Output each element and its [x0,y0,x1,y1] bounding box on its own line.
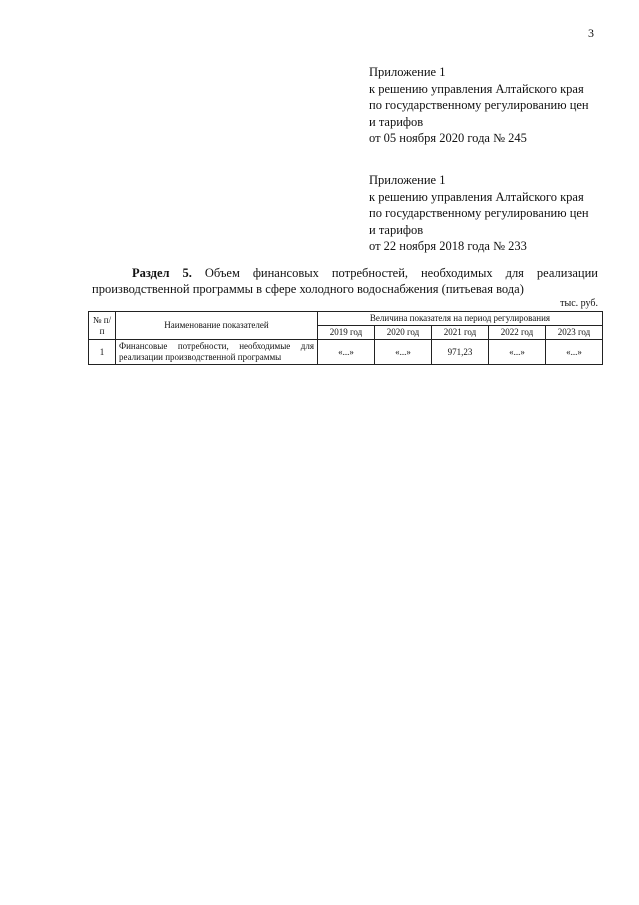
header-year: 2021 год [432,326,489,340]
appendix-line: от 05 ноября 2020 года № 245 [369,131,527,145]
table-row [89,340,603,365]
appendix-line: и тарифов [369,222,424,237]
row-value: 971,23 [432,340,489,365]
section-heading [92,266,598,297]
header-period-group: Величина показателя на период регулирования [318,312,603,326]
appendix-line: по государственному регулированию цен [369,98,589,112]
units-label: тыс. руб. [560,298,598,309]
header-year: 2019 год [318,326,375,340]
appendix-previous [369,172,631,255]
row-num: 1 [89,340,116,365]
appendix-line: Приложение 1 [369,173,446,187]
section-title-part2: производственной программы в сфере холодного водоснабжения (питьевая вода) [92,281,524,296]
appendix-line: Приложение 1 [369,65,446,79]
appendix-line: по государственному регулированию цен [369,206,589,220]
header-year: 2023 год [546,326,603,340]
appendix-line: к решению управления Алтайского края [369,81,584,96]
section-title-part1: Объем финансовых потребностей, необходимых для реализации [191,266,598,280]
header-year: 2022 год [489,326,546,340]
row-value: «...» [318,340,375,365]
page-number: 3 [588,26,594,40]
row-name: Финансовые потребности, необходимые для реализации производственной программы [116,340,318,365]
financial-needs-table [88,311,603,365]
appendix-line: от 22 ноября 2018 года № 233 [369,239,527,253]
appendix-line: к решению управления Алтайского края [369,189,584,204]
header-num: № п/п [89,312,116,340]
appendix-current [369,64,631,147]
row-value: «...» [489,340,546,365]
row-value: «...» [546,340,603,365]
appendix-line: и тарифов [369,114,424,129]
header-year: 2020 год [375,326,432,340]
section-number: Раздел 5. [132,266,192,280]
table-header-row [89,312,603,326]
header-name: Наименование показателей [116,312,318,340]
row-value: «...» [375,340,432,365]
section-heading-line1 [92,266,598,282]
